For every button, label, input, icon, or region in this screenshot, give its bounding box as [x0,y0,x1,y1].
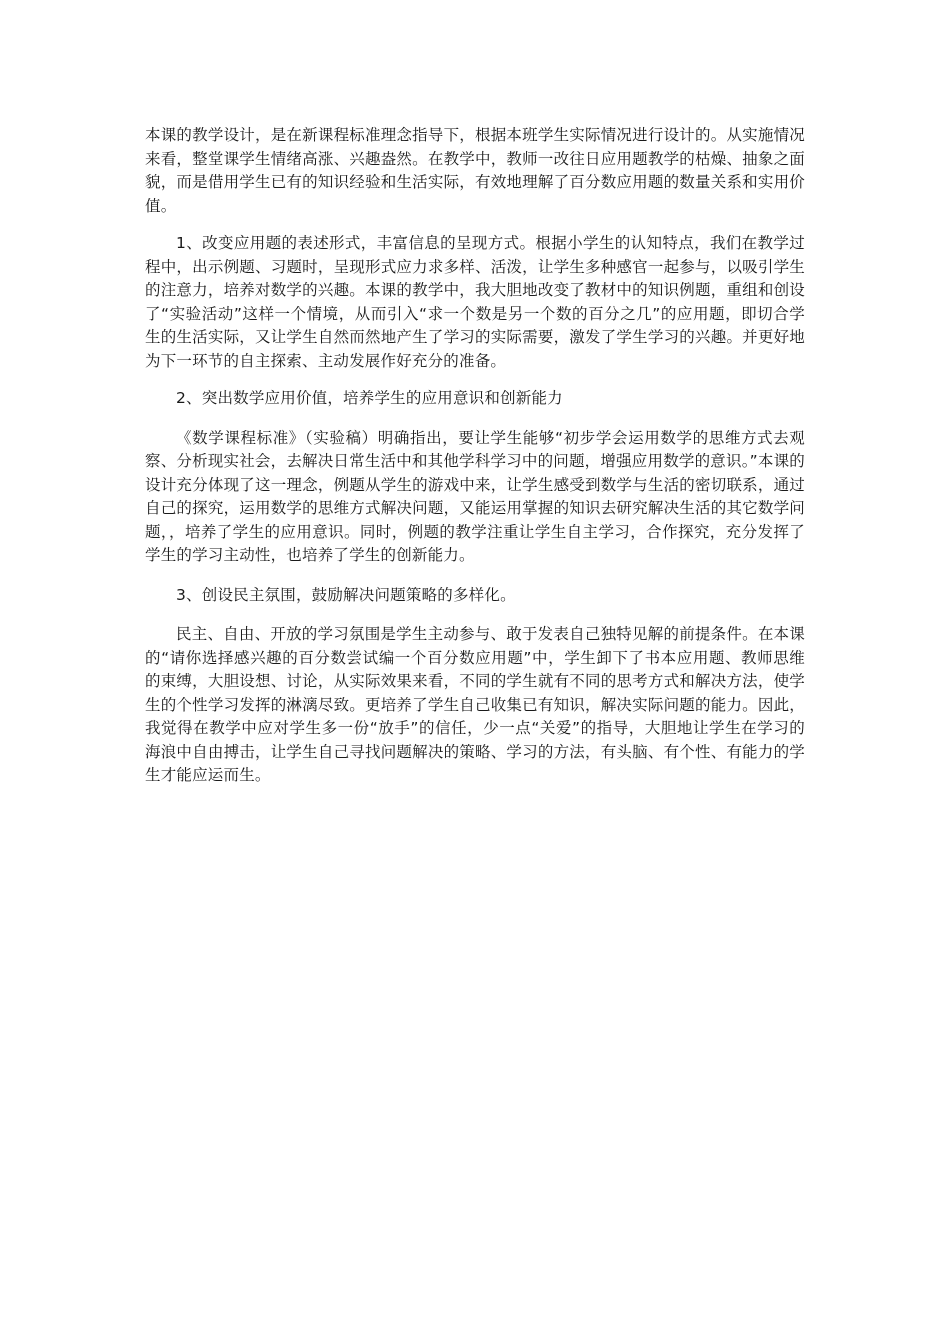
point-2-heading: 2、突出数学应用价值，培养学生的应用意识和创新能力 [176,389,563,407]
intro-paragraph: 本课的教学设计，是在新课程标准理念指导下，根据本班学生实际情况进行设计的。从实施情况来看，整堂课学生情绪高涨、兴趣盎然。在教学中，教师一改往日应用题教学的枯燥、抽象之面貌，而是借用学生已有的知识经验和生活实际，有效地理解了百分数应用题的数量关系和实用价值。 [145,126,805,215]
point-3-paragraph: 民主、自由、开放的学习氛围是学生主动参与、敢于发表自己独特见解的前提条件。在本课的“请你选择感兴趣的百分数尝试编一个百分数应用题”中，学生卸下了书本应用题、教师思维的束缚，大胆设想、讨论，从实际效果来看，不同的学生就有不同的思考方式和解决方法，使学生的个性学习发挥的淋漓尽致。更培养了学生自己收集已有知识，解决实际问题的能力。因此，我觉得在教学中应对学生多一份“放手”的信任，少一点“关爱”的指导，大胆地让学生在学习的海浪中自由搏击，让学生自己寻找问题解决的策略、学习的方法，有头脑、有个性、有能力的学生才能应运而生。 [145,625,805,784]
point-2-paragraph: 《数学课程标准》（实验稿）明确指出，要让学生能够“初步学会运用数学的思维方式去观察、分析现实社会，去解决日常生活中和其他学科学习中的问题，增强应用数学的意识。”本课的设计充分体现了这一理念，例题从学生的游戏中来，让学生感受到数学与生活的密切联系，通过自己的探究，运用数学的思维方式解决问题，又能运用掌握的知识去研究解决生活的其它数学问题，，培养了学生的应用意识。同时，例题的教学注重让学生自主学习，合作探究，充分发挥了学生的学习主动性，也培养了学生的创新能力。 [145,428,805,564]
document-body [145,124,805,788]
point-3-heading: 3、创设民主氛围，鼓励解决问题策略的多样化。 [176,585,516,604]
point-1-paragraph: 1、改变应用题的表述形式，丰富信息的呈现方式。根据小学生的认知特点，我们在教学过程中，出示例题、习题时，呈现形式应力求多样、活泼，让学生多种感官一起参与，以吸引学生的注意力，培养对数学的兴趣。本课的教学中，我大胆地改变了教材中的知识例题，重组和创设了“实验活动”这样一个情境，从而引入“求一个数是另一个数的百分之几”的应用题，即切合学生的生活实际，又让学生自然而然地产生了学习的实际需要，激发了学生学习的兴趣。并更好地为下一环节的自主探索、主动发展作好充分的准备。 [145,234,805,370]
